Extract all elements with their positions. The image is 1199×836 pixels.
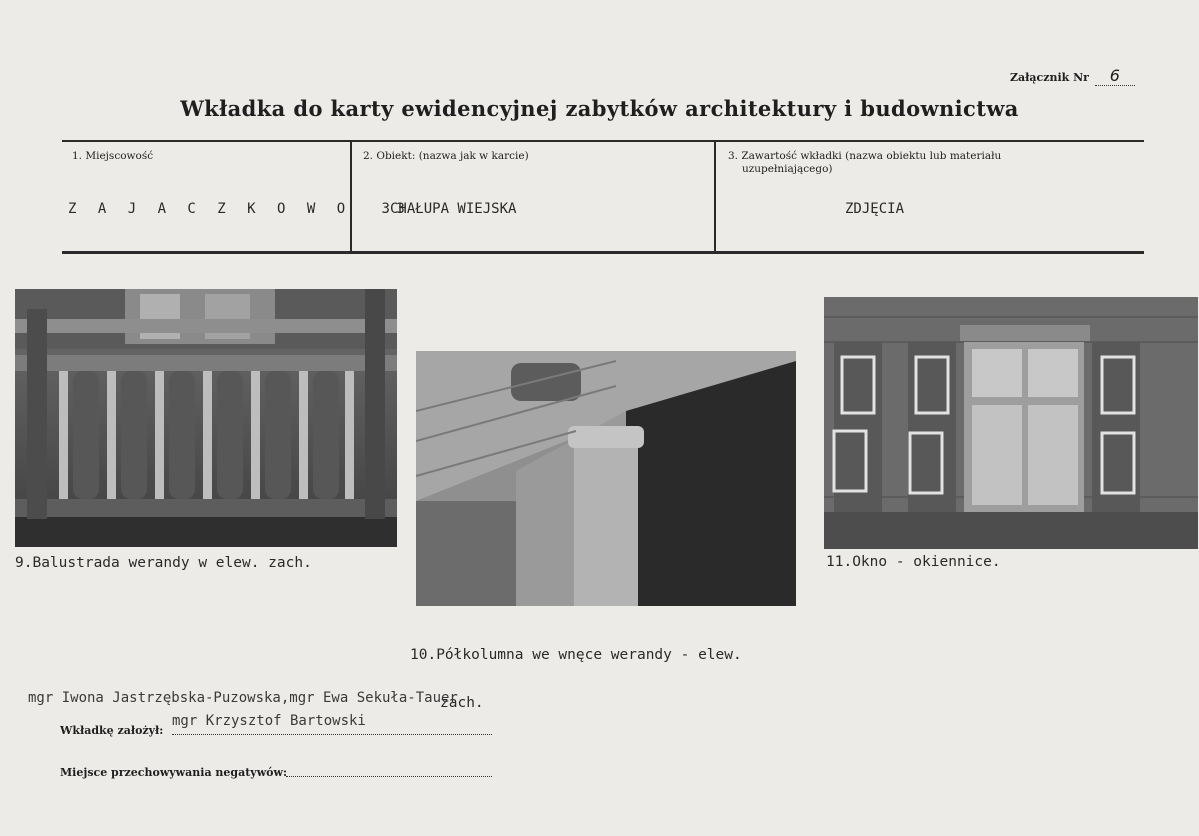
- page-title: Wkładka do karty ewidencyjnej zabytków architektury i budownictwa: [180, 96, 1019, 121]
- annex-number: [1010, 66, 1135, 86]
- window-shutters-image: [824, 297, 1198, 549]
- table-bottom-border: [62, 251, 1144, 254]
- object-value: CHAŁUPA WIEJSKA: [390, 201, 517, 217]
- authors-line: mgr Iwona Jastrzębska-Puzowska,mgr Ewa Sekuła-Tauer: [28, 690, 458, 706]
- table-divider-1: [350, 141, 352, 252]
- negatives-label: Miejsce przechowywania negatywów:: [60, 766, 288, 779]
- photo-caption-10: [410, 615, 742, 727]
- photo-window-shutters: [824, 297, 1198, 549]
- annex-label: Załącznik Nr: [1010, 71, 1089, 84]
- table-divider-2: [714, 141, 716, 252]
- photo-caption-11: 11.Okno - okiennice.: [826, 554, 1001, 570]
- table-top-border: [62, 140, 1144, 142]
- annex-number-value: 6: [1095, 66, 1135, 86]
- locality-value: Z A J A C Z K O W O 33: [68, 201, 412, 217]
- created-by-value: mgr Krzysztof Bartowski: [172, 713, 366, 729]
- object-label: 2. Obiekt: (nazwa jak w karcie): [363, 150, 529, 162]
- created-by-line: [172, 734, 492, 735]
- photo-half-column: [416, 351, 796, 606]
- photo-balustrade: [15, 289, 397, 547]
- half-column-image: [416, 351, 796, 606]
- content-value: ZDJĘCIA: [845, 201, 905, 217]
- content-label: [728, 150, 1001, 176]
- balustrade-image: [15, 289, 397, 547]
- photo-caption-10-line2: zach.: [440, 695, 484, 711]
- photo-caption-9: 9.Balustrada werandy w elew. zach.: [15, 555, 312, 571]
- content-label-line1: 3. Zawartość wkładki (nazwa obiektu lub materiału: [728, 150, 1002, 162]
- negatives-line: [286, 776, 492, 777]
- content-label-line2: uzupełniającego): [742, 163, 833, 175]
- created-by-label: Wkładkę założył:: [60, 724, 164, 737]
- photo-caption-10-line1: 10.Półkolumna we wnęce werandy - elew.: [410, 647, 742, 663]
- locality-label: 1. Miejscowość: [72, 150, 154, 162]
